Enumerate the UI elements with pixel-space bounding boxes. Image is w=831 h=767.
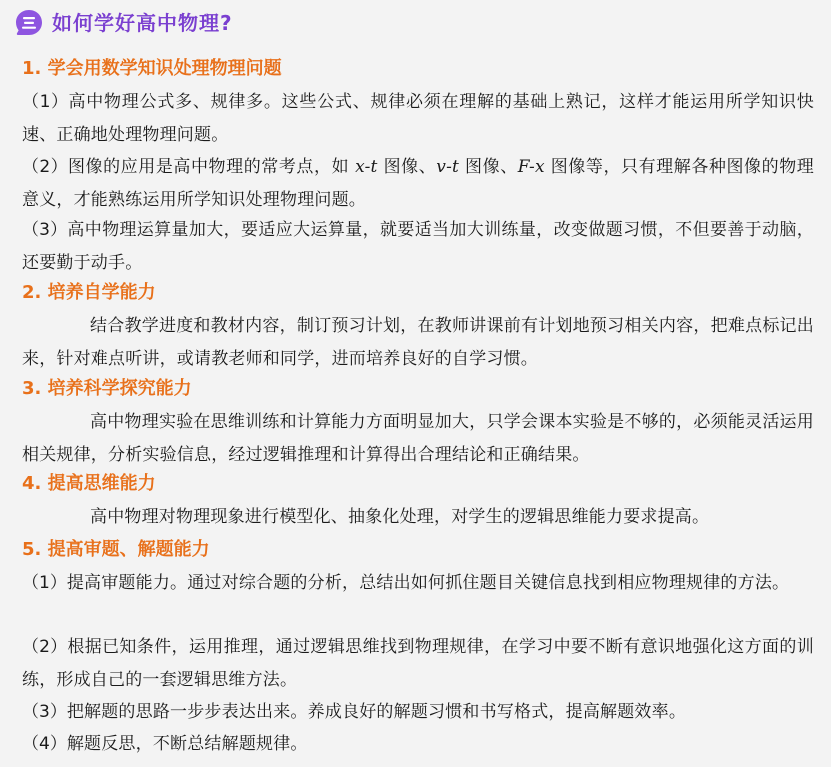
section-4-paragraph: 高中物理对物理现象进行模型化、抽象化处理，对学生的逻辑思维能力要求提高。: [90, 507, 710, 527]
section-title-1: 1. 学会用数学知识处理物理问题: [22, 58, 282, 79]
math-v-t: v-t: [436, 157, 460, 177]
page-header: [14, 8, 233, 38]
section-5-item-4: （4）解题反思，不断总结解题规律。: [22, 734, 308, 754]
section-title-4: 4. 提高思维能力: [22, 473, 156, 494]
math-x-t: x-t: [355, 157, 378, 177]
section-5-item-2: （2）根据已知条件，运用推理，通过逻辑思维找到物理规律，在学习中要不断有意识地强化这方面的训练，形成自己的一套逻辑思维方法。: [22, 637, 814, 690]
section-title-3: 3. 培养科学探究能力: [22, 378, 192, 399]
section-3-paragraph: 高中物理实验在思维训练和计算能力方面明显加大，只学会课本实验是不够的，必须能灵活运用相关规律，分析实验信息，经过逻辑推理和计算得出合理结论和正确结果。: [22, 412, 814, 465]
section-title-2: 2. 培养自学能力: [22, 282, 156, 303]
section-5-item-1: （1）提高审题能力。通过对综合题的分析，总结出如何抓住题目关键信息找到相应物理规律的方法。: [22, 573, 790, 593]
section-5-item-3: （3）把解题的思路一步步表达出来。养成良好的解题习惯和书写格式，提高解题效率。: [22, 702, 687, 722]
section-1-item-1: （1）高中物理公式多、规律多。这些公式、规律必须在理解的基础上熟记，这样才能运用所学知识快速、正确地处理物理问题。: [22, 92, 814, 145]
section-1-item-2: （2）图像的应用是高中物理的常考点，如 x-t 图像、v-t 图像、F-x 图像等，只有理解各种图像的物理意义，才能熟练运用所学知识处理物理问题。: [22, 157, 814, 210]
section-title-5: 5. 提高审题、解题能力: [22, 539, 210, 560]
page-title: 如何学好高中物理?: [52, 11, 233, 35]
list-icon: [14, 8, 44, 38]
math-f-x: F-x: [517, 157, 545, 177]
section-2-paragraph: 结合教学进度和教材内容，制订预习计划，在教师讲课前有计划地预习相关内容，把难点标记出来，针对难点听讲，或请教老师和同学，进而培养良好的自学习惯。: [22, 316, 814, 369]
section-1-item-3: （3）高中物理运算量加大，要适应大运算量，就要适当加大训练量，改变做题习惯，不但要善于动脑，还要勤于动手。: [22, 220, 814, 273]
